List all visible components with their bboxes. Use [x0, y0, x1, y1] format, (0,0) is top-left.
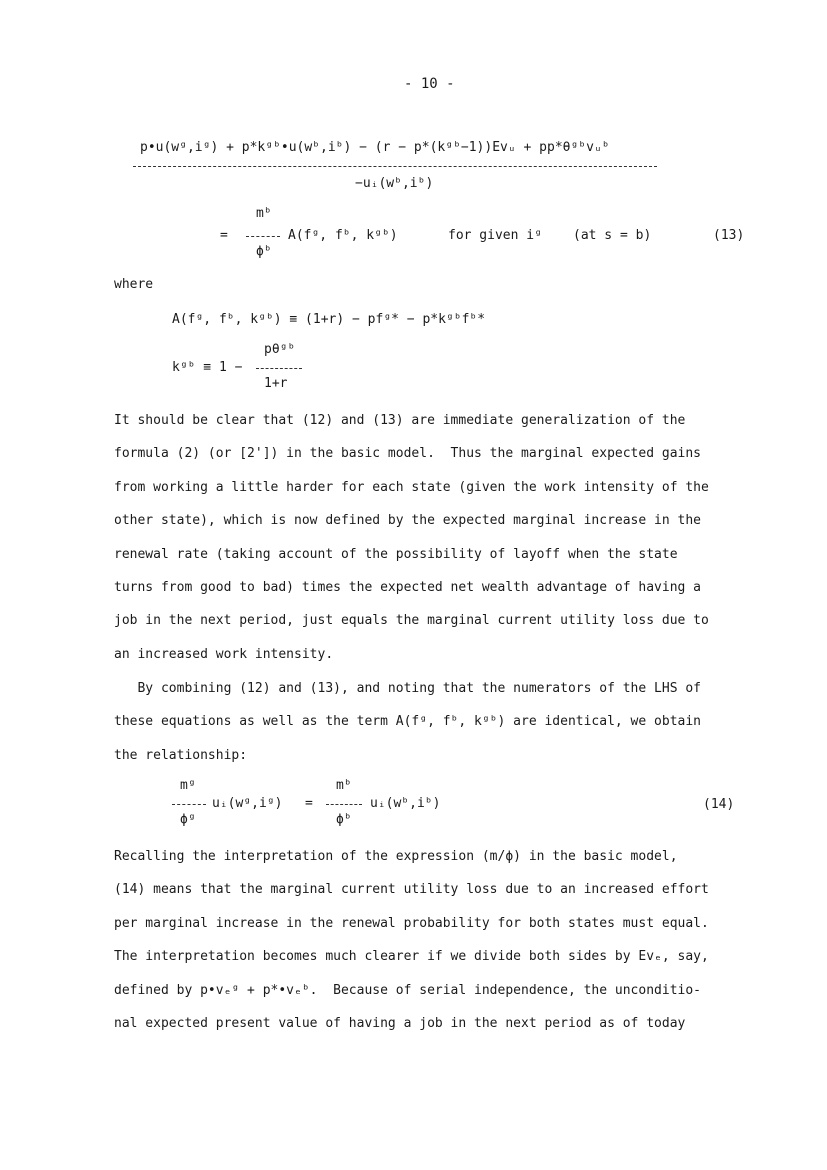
paragraph-3-line: defined by p•vₑᵍ + p*•vₑᵇ. Because of serial independence, the unconditio- — [114, 982, 701, 998]
eq14-left-den: ϕᵍ — [180, 812, 196, 827]
eq13-rhs-expr: A(fᵍ, fᵇ, kᵍᵇ) — [288, 228, 398, 243]
eq14-left-rule — [172, 804, 206, 805]
paragraph-1-line: from working a little harder for each state (given the work intensity of the — [114, 479, 709, 495]
paragraph-1-line: formula (2) (or [2']) in the basic model. Thus the marginal expected gains — [114, 446, 701, 462]
paragraph-1-line: an increased work intensity. — [114, 646, 334, 662]
paragraph-2-line: By combining (12) and (13), and noting that the numerators of the LHS of — [114, 681, 701, 696]
paragraph-3-line: Recalling the interpretation of the expression (m/ϕ) in the basic model, — [114, 849, 678, 864]
paragraph-3-line: nal expected present value of having a job in the next period as of today — [114, 1016, 686, 1032]
paragraph-3 — [114, 840, 754, 1040]
eq14-equals: = — [305, 796, 313, 811]
paragraph-1-line: job in the next period, just equals the marginal current utility loss due to — [114, 613, 709, 629]
eq14-right-den: ϕᵇ — [336, 812, 352, 827]
paragraph-3-line: (14) means that the marginal current utility loss due to an increased effort — [114, 882, 709, 898]
paragraph-3-line: per marginal increase in the renewal probability for both states must equal. — [114, 915, 709, 931]
page-number: - 10 - — [404, 76, 455, 92]
k-definition-lhs: kᵍᵇ ≡ 1 − — [172, 360, 243, 375]
eq14-left-num: mᵍ — [180, 778, 196, 793]
paragraph-1 — [114, 404, 754, 671]
eq13-rhs-frac-rule — [246, 236, 280, 237]
eq13-fraction-rule — [133, 166, 657, 167]
eq14-right-expr: uᵢ(wᵇ,iᵇ) — [370, 796, 441, 811]
eq14-right-num: mᵇ — [336, 778, 352, 793]
eq13-numerator: p•u(wᵍ,iᵍ) + p*kᵍᵇ•u(wᵇ,iᵇ) − (r − p*(kᵍᵇ−1))Evᵤ + pp*θᵍᵇvᵤᵇ — [140, 140, 610, 155]
k-definition-rule — [256, 368, 302, 369]
eq14-label: (14) — [703, 797, 735, 812]
paragraph-2-line: the relationship: — [114, 747, 248, 763]
paragraph-2-line: these equations as well as the term A(fᵍ, fᵇ, kᵍᵇ) are identical, we obtain — [114, 714, 701, 730]
k-definition-den: 1+r — [264, 376, 288, 391]
eq14-left-expr: uᵢ(wᵍ,iᵍ) — [212, 796, 283, 811]
paragraph-3-line: The interpretation becomes much clearer if we divide both sides by Evₑ, say, — [114, 949, 709, 965]
A-definition: A(fᵍ, fᵇ, kᵍᵇ) ≡ (1+r) − pfᵍ* − p*kᵍᵇfᵇ* — [172, 312, 486, 327]
where-label: where — [114, 277, 154, 292]
eq13-equals: = — [220, 228, 228, 243]
paragraph-2 — [114, 672, 754, 772]
eq13-state: (at s = b) — [573, 228, 652, 243]
eq13-denominator: −uᵢ(wᵇ,iᵇ) — [355, 176, 434, 191]
paragraph-1-line: It should be clear that (12) and (13) are immediate generalization of the — [114, 413, 686, 428]
eq14-right-rule — [326, 804, 362, 805]
paragraph-1-line: renewal rate (taking account of the possibility of layoff when the state — [114, 546, 678, 562]
eq13-rhs-frac-den: ϕᵇ — [256, 244, 272, 259]
k-definition-num: pθᵍᵇ — [264, 342, 296, 357]
paragraph-1-line: other state), which is now defined by the expected marginal increase in the — [114, 513, 701, 529]
eq13-rhs-frac-num: mᵇ — [256, 206, 272, 221]
eq13-label: (13) — [713, 228, 745, 243]
paragraph-1-line: turns from good to bad) times the expected net wealth advantage of having a — [114, 580, 701, 596]
eq13-condition: for given iᵍ — [448, 228, 542, 243]
